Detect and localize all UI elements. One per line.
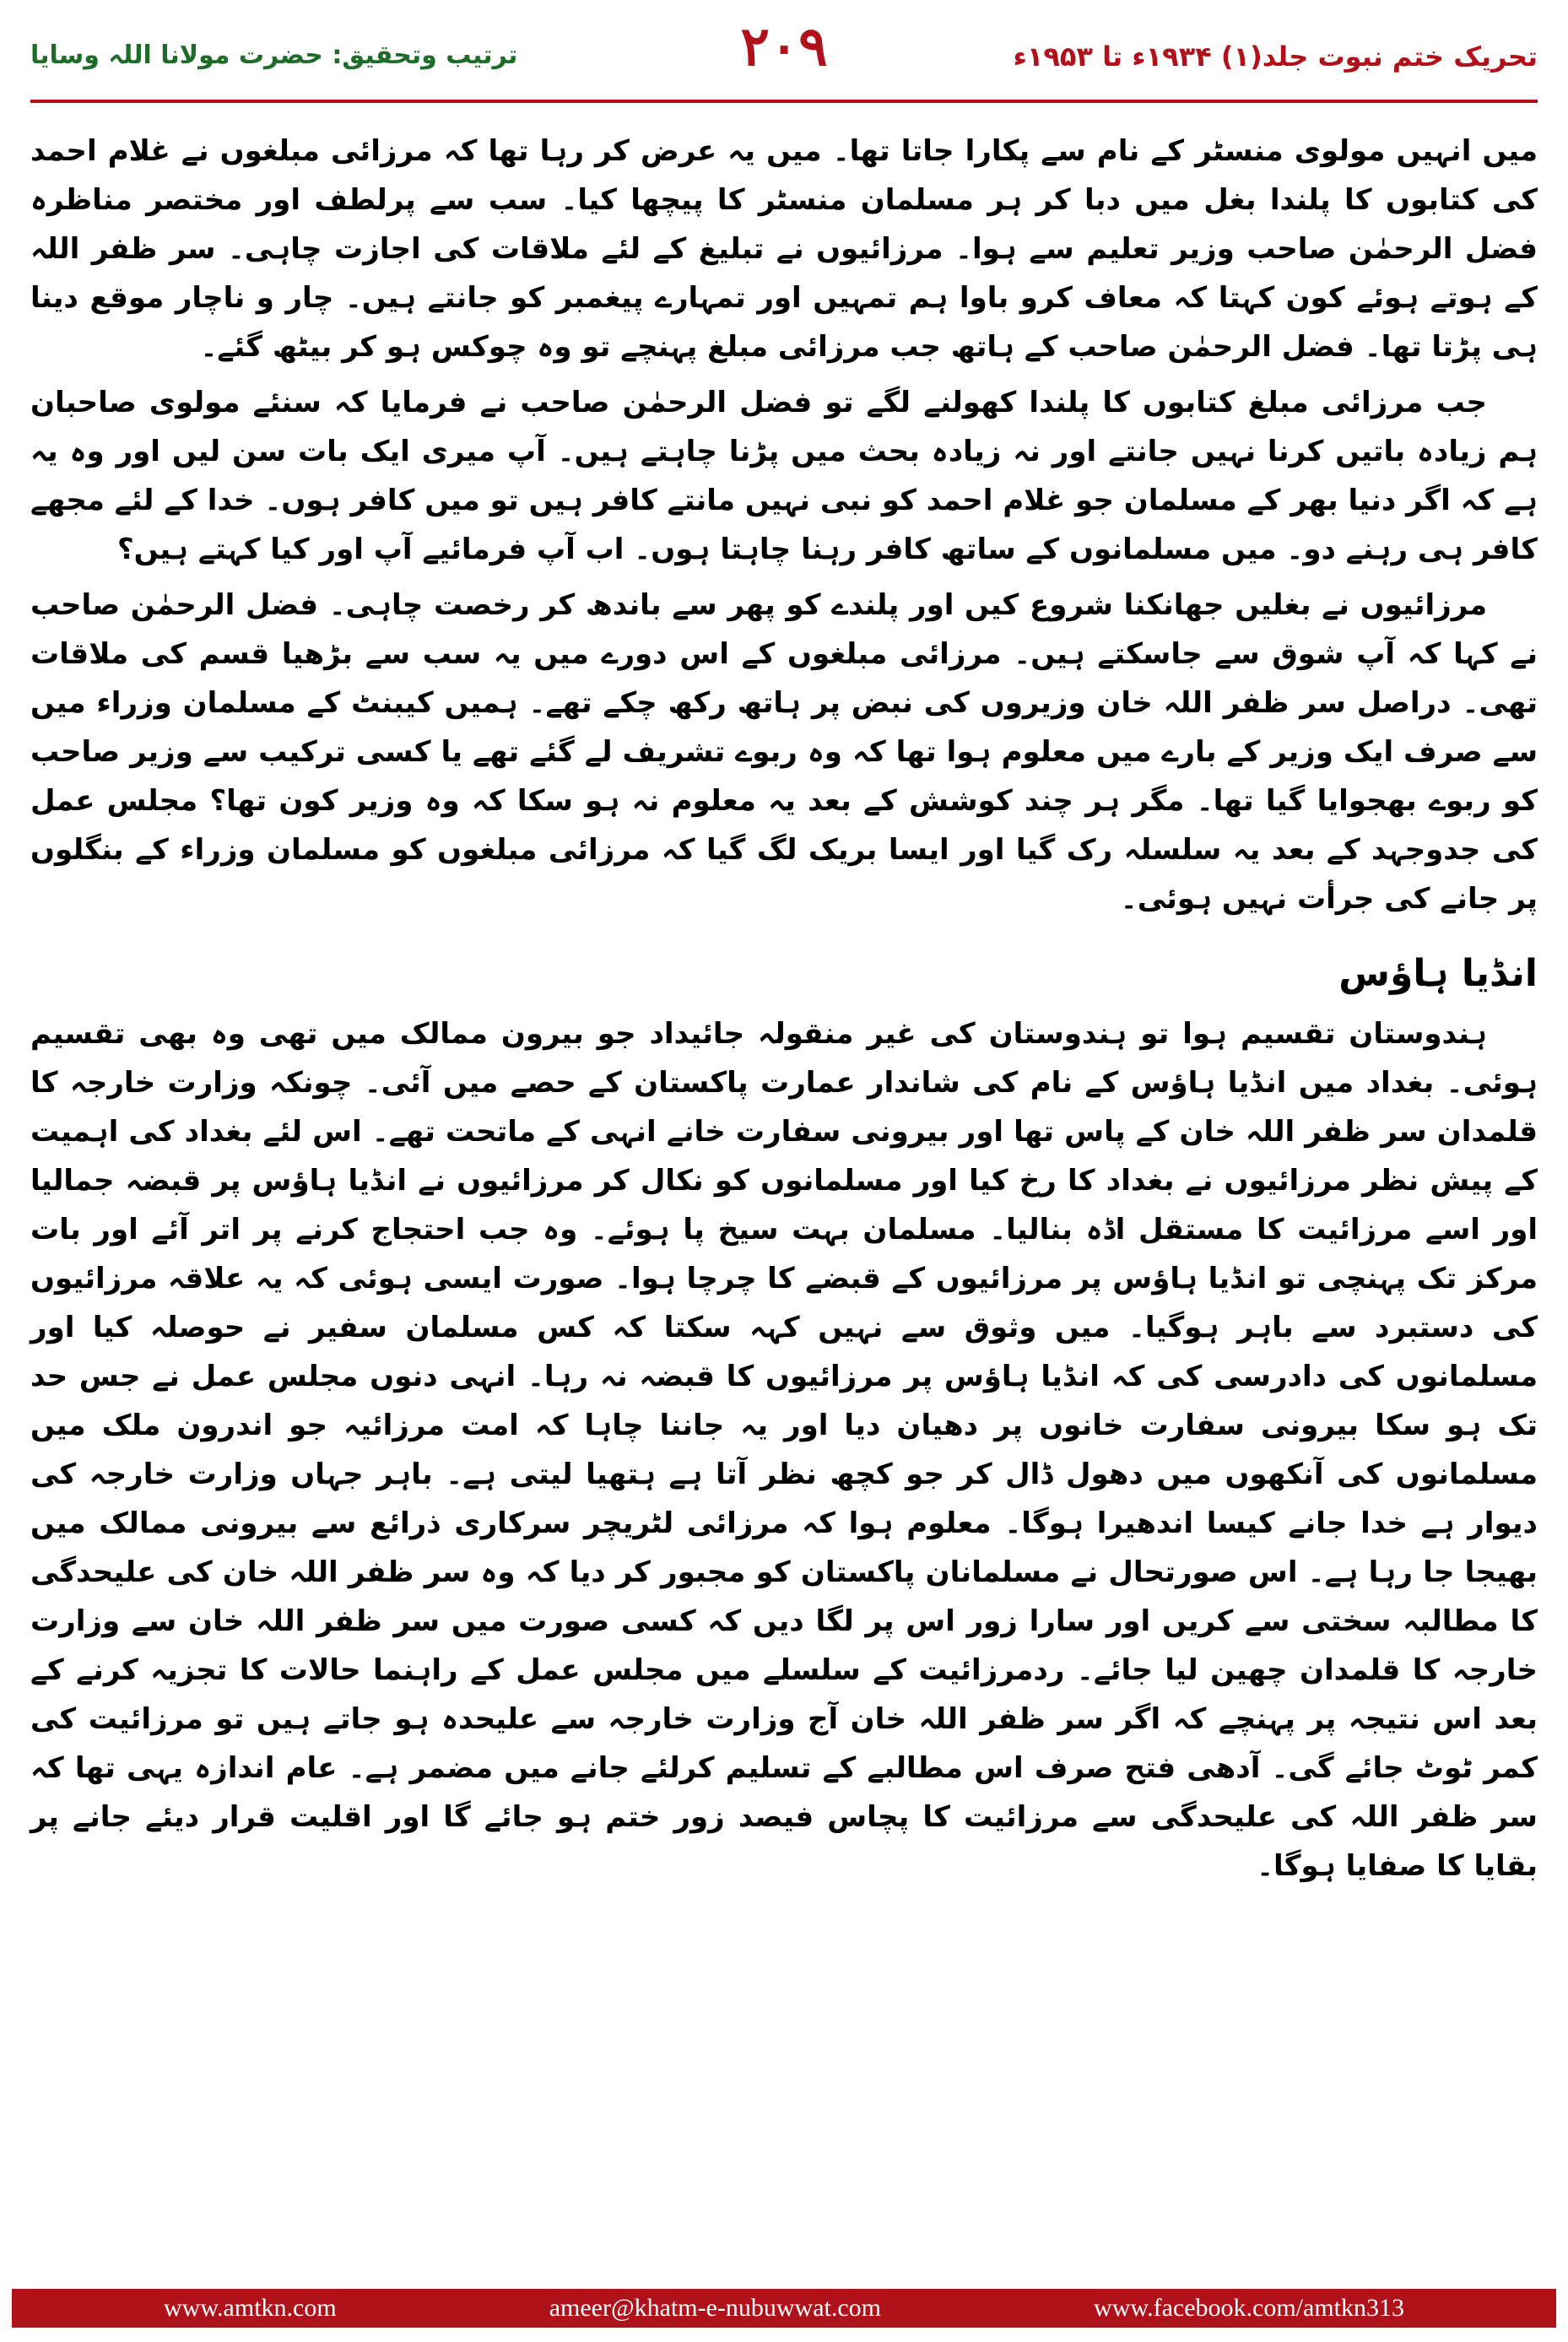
header-divider <box>30 100 1538 103</box>
website-link[interactable]: www.amtkn.com <box>164 2294 337 2322</box>
section-paragraph-1: ہندوستان تقسیم ہوا تو ہندوستان کی غیر منقولہ جائیداد جو بیرون ممالک میں تھی وہ بھی تقسیم ہوئی۔ بغداد میں انڈیا ہاؤس کے نام کی شاندار عمارت پاکستان کے حصے میں آئی۔ چونکہ وزارت خارجہ کا قلمدان سر ظفر اللہ خان کے پاس تھا اور بیرونی سفارت خانے انہی کے ماتحت تھے۔ اس لئے بغداد کی اہمیت کے پیش نظر مرزائیوں نے بغداد کا رخ کیا اور مسلمانوں کو نکال کر مرزائیوں نے انڈیا ہاؤس پر قبضہ جمالیا اور اسے مرزائیت کا مستقل اڈہ بنالیا۔ مسلمان بہت سیخ پا ہوئے۔ وہ جب احتجاج کرنے پر اتر آئے اور بات مرکز تک پہنچی تو انڈیا ہاؤس پر مرزائیوں کے قبضے کا چرچا ہوا۔ صورت ایسی ہوئی کہ یہ علاقہ مرزائیوں کی دستبرد سے باہر ہوگیا۔ میں وثوق سے نہیں کہہ سکتا کہ کس مسلمان سفیر نے حوصلہ کیا اور مسلمانوں کی دادرسی کی کہ انڈیا ہاؤس پر مرزائیوں کا قبضہ نہ رہا۔ انہی دنوں مجلس عمل نے جس حد تک ہو سکا بیرونی سفارت خانوں پر دھیان دیا اور یہ جاننا چاہا کہ امت مرزائیہ جو اندرون ملک میں مسلمانوں کی آنکھوں میں دھول ڈال کر جو کچھ نظر آتا ہے ہتھیا لیتی ہے۔ باہر جہاں وزارت خارجہ کی دیوار ہے خدا جانے کیسا اندھیرا ہوگا۔ معلوم ہوا کہ مرزائی لٹریچر سرکاری ذرائع سے بیرونی ممالک میں بھیجا جا رہا ہے۔ اس صورتحال نے مسلمانان پاکستان کو مجبور کر دیا کہ وہ سر ظفر اللہ خان کی علیحدگی کا مطالبہ سختی سے کریں اور سارا زور اس پر لگا دیں کہ کسی صورت میں سر ظفر اللہ خان سے وزارت خارجہ کا قلمدان چھین لیا جائے۔ ردمرزائیت کے سلسلے میں مجلس عمل کے راہنما حالات کا تجزیہ کرنے کے بعد اس نتیجہ پر پہنچے کہ اگر سر ظفر اللہ خان آج وزارت خارجہ سے علیحدہ ہو جاتے ہیں تو مرزائیت کی کمر ٹوٹ جائے گی۔ آدھی فتح صرف اس مطالبے کے تسلیم کرلئے جانے میں مضمر ہے۔ عام اندازہ یہی تھا کہ سر ظفر اللہ کی علیحدگی سے مرزائیت کا پچاس فیصد زور ختم ہو جائے گا اور اقلیت قرار دیئے جانے پر بقایا کا صفایا ہوگا۔ <box>30 1017 1538 1883</box>
paragraph-1: میں انہیں مولوی منسٹر کے نام سے پکارا جاتا تھا۔ میں یہ عرض کر رہا تھا کہ مرزائی مبلغوں نے غلام احمد کی کتابوں کا پلندا بغل میں دبا کر ہر مسلمان منسٹر کا پیچھا کیا۔ سب سے پرلطف اور مختصر مناظرہ فضل الرحمٰن صاحب وزیر تعلیم سے ہوا۔ مرزائیوں نے تبلیغ کے لئے ملاقات کی اجازت چاہی۔ سر ظفر اللہ کے ہوتے ہوئے کون کہتا کہ معاف کرو باوا ہم تمہیں اور تمہارے پیغمبر کو جانتے ہیں۔ چار و ناچار موقع دینا ہی پڑتا تھا۔ فضل الرحمٰن صاحب کے ہاتھ جب مرزائی مبلغ پہنچے تو وہ چوکس ہو کر بیٹھ گئے۔ <box>30 134 1538 364</box>
section-heading: انڈیا ہاؤس <box>1338 952 1538 995</box>
email-link[interactable]: ameer@khatm-e-nubuwwat.com <box>549 2294 882 2322</box>
page-footer <box>12 2289 1556 2328</box>
page-header <box>30 15 1538 100</box>
page-body <box>30 127 1538 2253</box>
facebook-link[interactable]: www.facebook.com/amtkn313 <box>1094 2294 1404 2322</box>
book-title: تحریک ختم نبوت جلد(۱) ۱۹۳۴ء تا ۱۹۵۳ء <box>1013 41 1538 73</box>
page-number: ۲۰۹ <box>740 15 828 78</box>
editor-credit: ترتیب وتحقیق: حضرت مولانا اللہ وسایا <box>30 41 518 70</box>
paragraph-2: جب مرزائی مبلغ کتابوں کا پلندا کھولنے لگے تو فضل الرحمٰن صاحب نے فرمایا کہ سنئے مولوی صاحبان ہم زیادہ باتیں کرنا نہیں جانتے اور نہ زیادہ بحث میں پڑنا چاہتے ہیں۔ آپ میری ایک بات سن لیں اور وہ یہ ہے کہ اگر دنیا بھر کے مسلمان جو غلام احمد کو نبی نہیں مانتے کافر ہیں تو میں کافر ہوں۔ خدا کے لئے مجھے کافر ہی رہنے دو۔ میں مسلمانوں کے ساتھ کافر رہنا چاہتا ہوں۔ اب آپ فرمائیے آپ اور کیا کہتے ہیں؟ <box>30 386 1538 566</box>
paragraph-3: مرزائیوں نے بغلیں جھانکنا شروع کیں اور پلندے کو پھر سے باندھ کر رخصت چاہی۔ فضل الرحمٰن صاحب نے کہا کہ آپ شوق سے جاسکتے ہیں۔ مرزائی مبلغوں کے اس دورے میں یہ سب سے بڑھیا قسم کی ملاقات تھی۔ دراصل سر ظفر اللہ خان وزیروں کی نبض پر ہاتھ رکھ چکے تھے۔ ہمیں کیبنٹ کے مسلمان وزراء میں سے صرف ایک وزیر کے بارے میں معلوم ہوا تھا کہ وہ ربوے تشریف لے گئے تھے یا کسی ترکیب سے وزیر صاحب کو ربوے بھجوایا گیا تھا۔ مگر ہر چند کوشش کے بعد یہ معلوم نہ ہو سکا کہ وہ وزیر کون تھا؟ مجلس عمل کی جدوجہد کے بعد یہ سلسلہ رک گیا اور ایسا بریک لگ گیا کہ مرزائی مبلغوں کو مسلمان وزراء کے بنگلوں پر جانے کی جرأت نہیں ہوئی۔ <box>30 588 1538 916</box>
